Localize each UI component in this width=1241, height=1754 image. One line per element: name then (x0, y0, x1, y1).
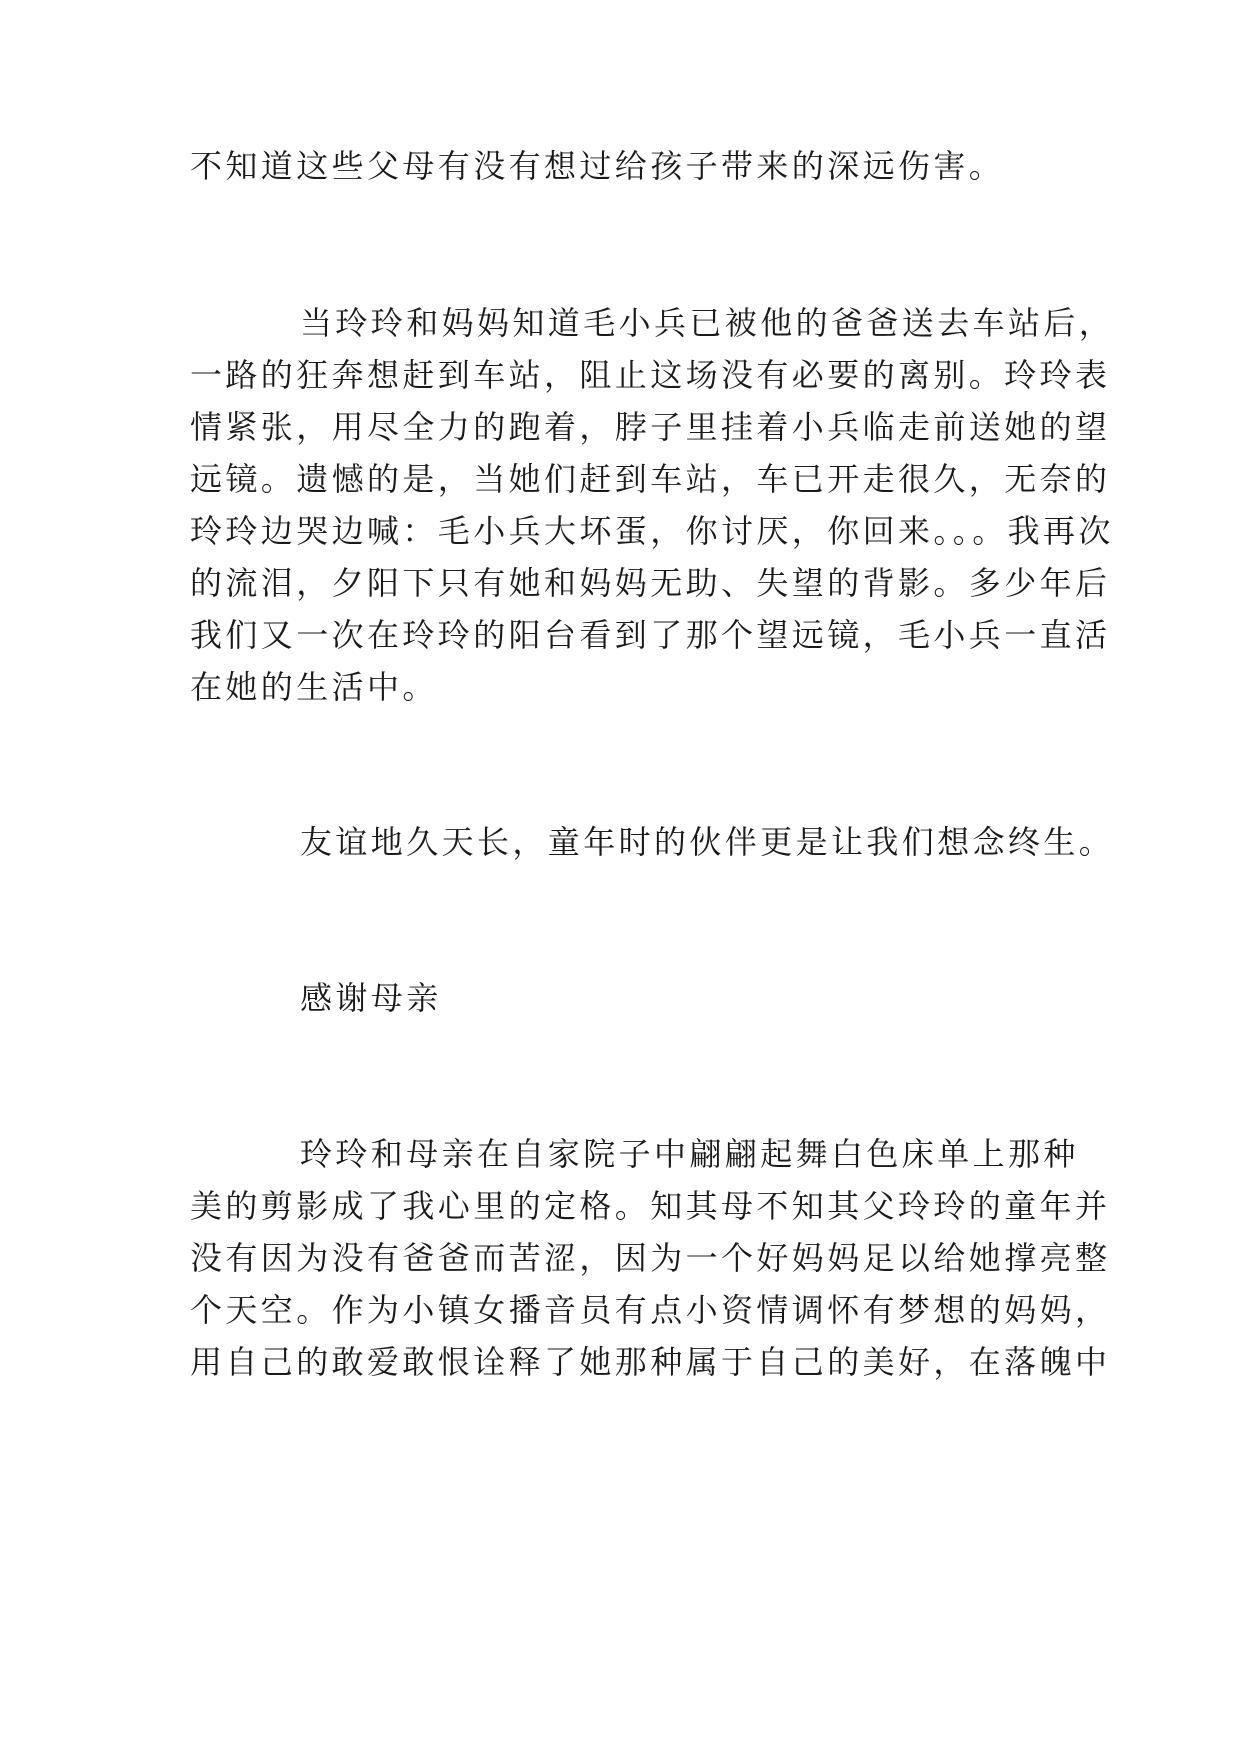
paragraph-4-line-4: 个天空。作为小镇女播音员有点小资情调怀有梦想的妈妈， (190, 1291, 1111, 1329)
section-heading: 感谢母亲 (300, 979, 442, 1017)
paragraph-2-line-1: 当玲玲和妈妈知道毛小兵已被他的爸爸送去车站后， (300, 304, 1115, 342)
paragraph-2-line-6: 的流泪，夕阳下只有她和妈妈无助、失望的背影。多少年后 (190, 564, 1111, 602)
paragraph-2-line-4: 远镜。遗憾的是，当她们赶到车站，车已开走很久，无奈的 (190, 460, 1111, 498)
paragraph-2-line-3: 情紧张，用尽全力的跑着，脖子里挂着小兵临走前送她的望 (190, 408, 1111, 446)
paragraph-2-line-5: 玲玲边哭边喊：毛小兵大坏蛋，你讨厌，你回来。。。我再次 (190, 512, 1114, 550)
paragraph-4-line-2: 美的剪影成了我心里的定格。知其母不知其父玲玲的童年并 (190, 1187, 1111, 1225)
paragraph-3-line-1: 友谊地久天长，童年时的伙伴更是让我们想念终生。 (300, 823, 1115, 861)
paragraph-2-line-8: 在她的生活中。 (190, 668, 438, 706)
paragraph-1-line-1: 不知道这些父母有没有想过给孩子带来的深远伤害。 (190, 147, 1005, 185)
paragraph-2-line-7: 我们又一次在玲玲的阳台看到了那个望远镜，毛小兵一直活 (190, 616, 1111, 654)
paragraph-2-line-2: 一路的狂奔想赶到车站，阻止这场没有必要的离别。玲玲表 (190, 356, 1111, 394)
paragraph-4-line-5: 用自己的敢爱敢恨诠释了她那种属于自己的美好，在落魄中 (190, 1343, 1111, 1381)
paragraph-4-line-1: 玲玲和母亲在自家院子中翩翩起舞白色床单上那种 (300, 1135, 1079, 1173)
paragraph-4-line-3: 没有因为没有爸爸而苦涩，因为一个好妈妈足以给她撑亮整 (190, 1239, 1111, 1277)
